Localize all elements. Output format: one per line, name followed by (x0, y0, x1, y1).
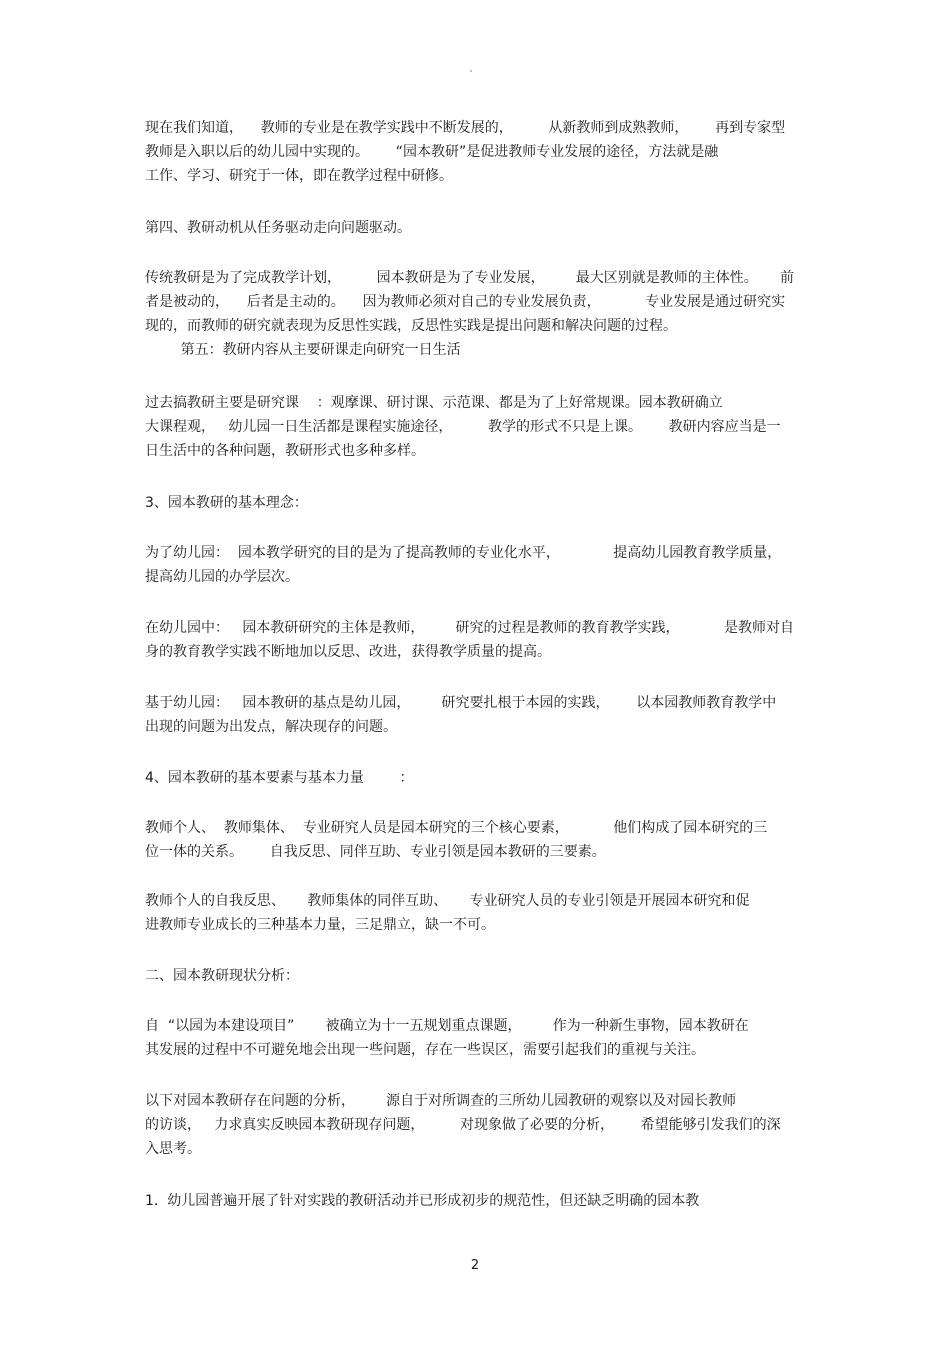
text-line: 第五：教研内容从主要研课走向研究一日生活 (145, 342, 461, 358)
paragraph-item-1 (145, 1189, 810, 1213)
heading-3 (145, 491, 810, 515)
text-line: 进教师专业成长的三种基本力量，三足鼎立，缺一不可。 (145, 917, 495, 933)
text-line: 教师个人、 教师集体、 专业研究人员是园本研究的三个核心要素， 他们构成了园本研究的三 (145, 820, 768, 836)
paragraph-three-forces (145, 889, 810, 937)
text-line: 在幼儿园中： 园本教研研究的主体是教师， 研究的过程是教师的教育教学实践， 是教师对自 (145, 620, 795, 636)
text-line: 传统教研是为了完成教学计划， 园本教研是为了专业发展， 最大区别就是教师的主体性。 前 (145, 270, 795, 286)
text-line: 教师个人的自我反思、 教师集体的同伴互助、 专业研究人员的专业引领是开展园本研究和促 (145, 893, 750, 909)
text-line: 自 “以园为本建设项目” 被确立为十一五规划重点课题， 作为一种新生事物，园本教研在 (145, 1018, 749, 1034)
paragraph-for-kindergarten (145, 541, 810, 589)
text-line: 二、园本教研现状分析： (145, 968, 299, 984)
paragraph-analysis (145, 1089, 810, 1161)
text-line: 入思考。 (145, 1141, 201, 1157)
text-line: 1. 幼儿园普遍开展了针对实践的教研活动并已形成初步的规范性，但还缺乏明确的园本教 (145, 1193, 700, 1209)
text-line: 教师是入职以后的幼儿园中实现的。 “园本教研”是促进教师专业发展的途径，方法就是融 (145, 144, 719, 160)
text-line: 身的教育教学实践不断地加以反思、改进，获得教学质量的提高。 (145, 644, 551, 660)
text-line: 4、园本教研的基本要素与基本力量 ： (145, 770, 414, 786)
paragraph-traditional (145, 266, 810, 362)
text-line: 其发展的过程中不可避免地会出现一些问题，存在一些误区，需要引起我们的重视与关注。 (145, 1042, 705, 1058)
text-line: 以下对园本教研存在问题的分析， 源自于对所调查的三所幼儿园教研的观察以及对园长教师 (145, 1093, 737, 1109)
text-line: 大课程观， 幼儿园一日生活都是课程实施途径， 教学的形式不只是上课。 教研内容应当是一 (145, 419, 781, 435)
page-number: 2 (470, 1258, 480, 1273)
paragraph-past (145, 391, 810, 463)
paragraph-based-on-kindergarten (145, 691, 810, 739)
text-line: 的访谈， 力求真实反映园本教研现存问题， 对现象做了必要的分析， 希望能够引发我们的深 (145, 1117, 781, 1133)
heading-section-2 (145, 964, 810, 988)
text-line: 3、园本教研的基本理念： (145, 495, 308, 511)
text-line: 者是被动的， 后者是主动的。 因为教师必须对自己的专业发展负责， 专业发展是通过研究实 (145, 294, 786, 310)
header-mark: ˚ (469, 70, 473, 79)
text-line: 出现的问题为出发点，解决现存的问题。 (145, 719, 397, 735)
text-line: 基于幼儿园： 园本教研的基点是幼儿园， 研究要扎根于本园的实践， 以本园教师教育教学中 (145, 695, 777, 711)
paragraph-core-elements (145, 816, 810, 864)
heading-4 (145, 766, 810, 790)
heading-fourth (145, 216, 810, 240)
text-line: 工作、学习、研究于一体，即在教学过程中研修。 (145, 168, 453, 184)
text-line: 现在我们知道， 教师的专业是在教学实践中不断发展的， 从新教师到成熟教师， 再到专家型 (145, 120, 786, 136)
text-line: 位一体的关系。 自我反思、同伴互助、专业引领是园本教研的三要素。 (145, 844, 606, 860)
paragraph-in-kindergarten (145, 616, 810, 664)
text-line: 第四、教研动机从任务驱动走向问题驱动。 (145, 220, 411, 236)
text-line: 过去搞教研主要是研究课 ：观摩课、研讨课、示范课、都是为了上好常规课。园本教研确立 (145, 395, 723, 411)
paragraph-since-project (145, 1014, 810, 1062)
paragraph-intro (145, 116, 810, 188)
text-line: 日生活中的各种问题，教研形式也多种多样。 (145, 443, 425, 459)
text-line: 为了幼儿园： 园本教学研究的目的是为了提高教师的专业化水平， 提高幼儿园教育教学质量， (145, 545, 782, 561)
text-line: 提高幼儿园的办学层次。 (145, 569, 299, 585)
text-line: 现的，而教师的研究就表现为反思性实践，反思性实践是提出问题和解决问题的过程。 (145, 318, 677, 334)
